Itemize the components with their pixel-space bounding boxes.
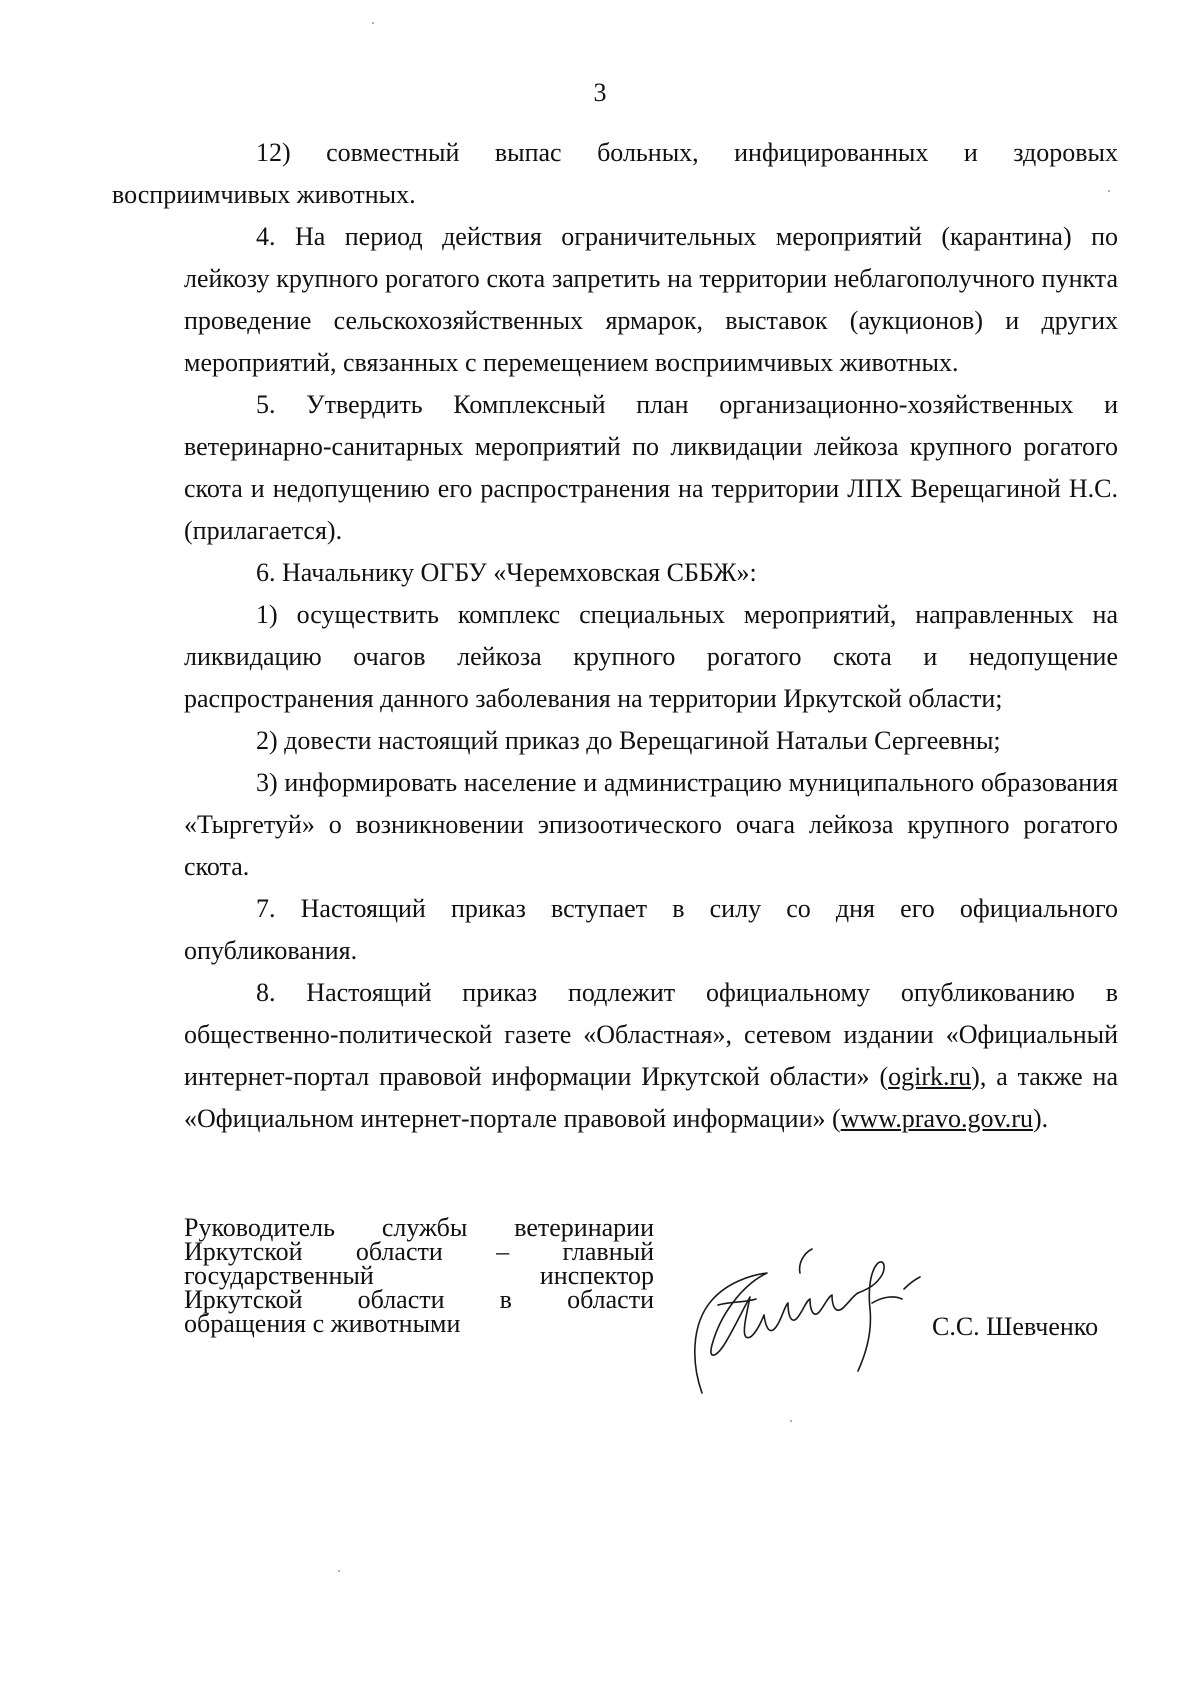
scan-speck bbox=[338, 1570, 340, 1572]
page-number: 3 bbox=[593, 78, 607, 107]
paragraph-item-6-3: 3) информировать население и администрацию муниципального образования «Тыргетуй» о возникновении эпизоотического очага лейкоза крупного рогатого скота. bbox=[184, 768, 1118, 881]
paragraph-item-8 bbox=[184, 972, 1118, 1140]
signatory-title-line: Иркутской области в области bbox=[184, 1285, 654, 1314]
link-ogirk[interactable]: ogirk.ru bbox=[888, 1062, 972, 1091]
item-8-text-before: 8. Настоящий приказ подлежит официальному опубликованию в общественно-политической газете «Областная», сетевом издании «Официальный интернет-портал правовой информации Иркутской области» ( bbox=[184, 978, 1118, 1091]
scan-speck bbox=[790, 1420, 792, 1422]
signer-name: С.С. Шевченко bbox=[932, 1312, 1099, 1341]
signatory-title-line: Руководитель службы ветеринарии bbox=[184, 1213, 654, 1242]
handwritten-signature bbox=[672, 1245, 952, 1395]
signatory-title-line: обращения с животными bbox=[184, 1309, 461, 1338]
scan-speck bbox=[372, 22, 374, 24]
paragraph-item-5: 5. Утвердить Комплексный план организационно-хозяйственных и ветеринарно-санитарных мероприятий по ликвидации лейкоза крупного рогатого скота и недопущению его распространения на территории ЛПХ Верещагиной Н.С. (прилагается). bbox=[184, 390, 1118, 545]
paragraph-item-6-2: 2) довести настоящий приказ до Верещагиной Натальи Сергеевны; bbox=[256, 726, 1001, 755]
item-8-text-middle: ), а также на «Официальном интернет-портале правовой информации» ( bbox=[184, 1062, 1118, 1133]
paragraph-item-6-1: 1) осуществить комплекс специальных мероприятий, направленных на ликвидацию очагов лейкоза крупного рогатого скота и недопущение распространения данного заболевания на территории Иркутской области; bbox=[184, 600, 1118, 713]
paragraph-line: 12) совместный выпас больных, инфицированных и здоровых bbox=[256, 138, 1118, 167]
signatory-title-line: Иркутской области – главный bbox=[184, 1237, 654, 1266]
paragraph-item-6: 6. Начальнику ОГБУ «Черемховская СББЖ»: bbox=[256, 558, 757, 587]
document-body bbox=[112, 132, 1118, 1140]
paragraph-line: восприимчивых животных. bbox=[112, 180, 416, 209]
scan-speck bbox=[1108, 190, 1110, 192]
signatory-title-line: государственный инспектор bbox=[184, 1261, 654, 1290]
paragraph-item-12 bbox=[112, 132, 1118, 216]
item-8-text-after: ). bbox=[1032, 1104, 1049, 1133]
signatory-title bbox=[184, 1213, 654, 1338]
paragraph-item-7: 7. Настоящий приказ вступает в силу со дня его официального опубликования. bbox=[184, 894, 1118, 965]
paragraph-item-4: 4. На период действия ограничительных мероприятий (карантина) по лейкозу крупного рогатого скота запретить на территории неблагополучного пункта проведение сельскохозяйственных ярмарок, выставок (аукционов) и других мероприятий, связанных с перемещением восприимчивых животных. bbox=[184, 222, 1118, 377]
link-pravo[interactable]: www.pravo.gov.ru bbox=[840, 1104, 1033, 1133]
